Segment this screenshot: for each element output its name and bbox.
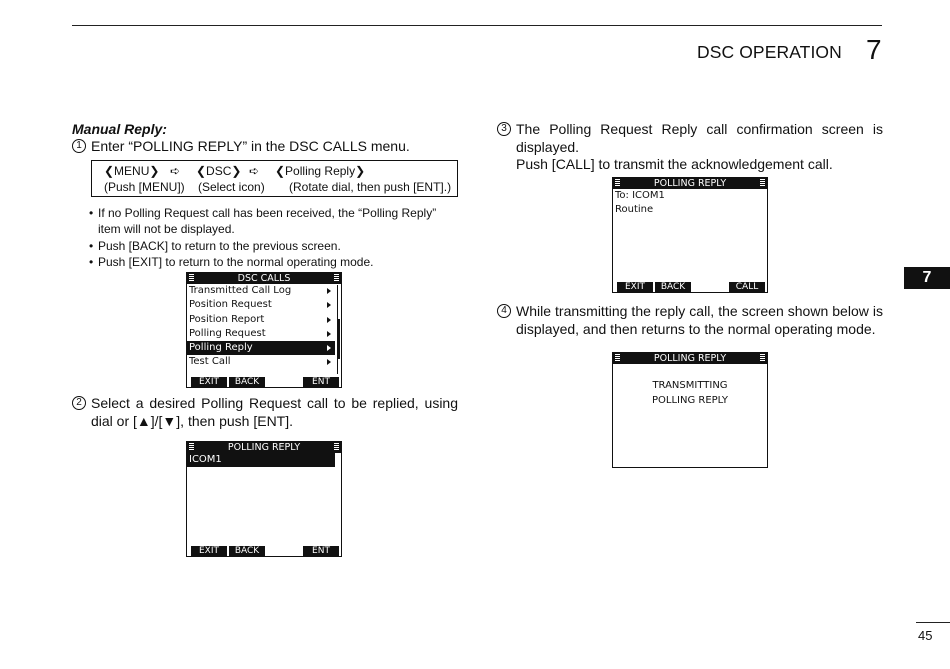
lcd-title: POLLING REPLY [653, 178, 727, 189]
menu-lines-icon [334, 443, 339, 451]
back-softkey[interactable]: BACK [229, 546, 265, 556]
lcd-confirm [612, 177, 768, 293]
page-number: 45 [918, 628, 933, 643]
lcd-title: DSC CALLS [237, 273, 291, 284]
menu-lines-icon [334, 274, 339, 282]
exit-softkey[interactable]: EXIT [191, 377, 227, 387]
section-title: DSC OPERATION [697, 42, 842, 62]
menu-lines-icon [189, 274, 194, 282]
menu-item-test-call[interactable]: Test Call [187, 355, 335, 369]
scrollbar[interactable] [337, 285, 340, 374]
scroll-thumb[interactable] [337, 319, 340, 359]
arrow-right-icon [327, 302, 331, 308]
step-3-text2: Push [CALL] to transmit the acknowledgement call. [516, 156, 833, 172]
polling-reply-item: ❮Polling Reply❯ [275, 163, 366, 178]
manual-reply-heading: Manual Reply: [72, 121, 167, 137]
menu-item-position-report[interactable]: Position Report [187, 313, 335, 327]
dsc-icon-label: ❮DSC❯ [196, 163, 242, 178]
back-softkey[interactable]: BACK [655, 282, 691, 292]
step-number: 1 [72, 139, 86, 153]
arrow-right-icon [327, 317, 331, 323]
ent-softkey[interactable]: ENT [303, 377, 339, 387]
right-column [497, 121, 883, 174]
menu-item-transmitted-call-log[interactable]: Transmitted Call Log [187, 284, 335, 298]
polling-reply-line: POLLING REPLY [651, 394, 729, 406]
arrow-right-icon [327, 331, 331, 337]
top-rule [72, 25, 882, 26]
lcd-polling-reply-list [186, 441, 342, 557]
lcd-transmitting [612, 352, 768, 468]
step-1 [72, 138, 458, 156]
lcd-title-bar [613, 178, 767, 189]
lcd-title-bar [187, 273, 341, 284]
step-number: 4 [497, 304, 511, 318]
ent-softkey[interactable]: ENT [303, 546, 339, 556]
step-3 [497, 121, 883, 156]
address-line: To: ICOM1 [615, 190, 665, 201]
menu-key: ❮MENU❯ [104, 163, 160, 178]
chapter-number: 7 [866, 34, 882, 65]
note-item: • Push [EXIT] to return to the normal operating mode. [89, 254, 458, 271]
menu-item-position-request[interactable]: Position Request [187, 298, 335, 312]
push-menu-note: (Push [MENU]) [104, 179, 185, 194]
softkey-bar [187, 545, 341, 556]
menu-path-box [91, 160, 458, 197]
lcd-title-bar [187, 442, 341, 453]
step-text: The Polling Request Reply call confirmation screen is displayed. [516, 121, 883, 155]
left-column [72, 121, 458, 271]
softkey-bar [613, 281, 767, 292]
softkey-bar [187, 376, 341, 387]
arrow-right-icon [327, 288, 331, 294]
lcd-title: POLLING REPLY [227, 442, 301, 453]
menu-lines-icon [615, 179, 620, 187]
rotate-dial-note: (Rotate dial, then push [ENT].) [289, 179, 452, 194]
arrow-right-icon [327, 345, 331, 351]
step-text: Select a desired Polling Request call to be replied, using dial or [▲]/[▼], then push [ENT]. [91, 395, 458, 429]
lcd-dsc-calls [186, 272, 342, 388]
step-text: While transmitting the reply call, the screen shown below is displayed, and then returns to the normal operating mode. [516, 303, 883, 337]
footer-rule [916, 622, 950, 623]
exit-softkey[interactable]: EXIT [191, 546, 227, 556]
menu-lines-icon [760, 354, 765, 362]
menu-lines-icon [615, 354, 620, 362]
note-item: • If no Polling Request call has been received, the “Polling Reply” item will not be displayed. [89, 205, 458, 238]
category-line: Routine [615, 204, 654, 216]
step-4 [497, 303, 883, 338]
list-item[interactable]: ICOM1 [187, 453, 335, 467]
menu-lines-icon [760, 179, 765, 187]
lcd-title-bar [613, 353, 767, 364]
arrow-icon: ➪ [170, 163, 181, 178]
call-softkey[interactable]: CALL [729, 282, 765, 292]
arrow-right-icon [327, 359, 331, 365]
chapter-tab: 7 [904, 267, 950, 289]
exit-softkey[interactable]: EXIT [617, 282, 653, 292]
transmitting-line: TRANSMITTING [652, 380, 728, 391]
select-icon-note: (Select icon) [198, 179, 265, 194]
back-softkey[interactable]: BACK [229, 377, 265, 387]
lcd-title: POLLING REPLY [653, 353, 727, 364]
step-number: 2 [72, 396, 86, 410]
arrow-icon: ➪ [249, 163, 260, 178]
menu-item-polling-reply[interactable]: Polling Reply [187, 341, 335, 355]
step-2 [72, 395, 458, 430]
step-number: 3 [497, 122, 511, 136]
menu-item-polling-request[interactable]: Polling Request [187, 327, 335, 341]
note-item: • Push [BACK] to return to the previous screen. [89, 238, 458, 255]
step-text: Enter “POLLING REPLY” in the DSC CALLS menu. [91, 138, 410, 154]
notes-list [72, 205, 458, 271]
menu-lines-icon [189, 443, 194, 451]
